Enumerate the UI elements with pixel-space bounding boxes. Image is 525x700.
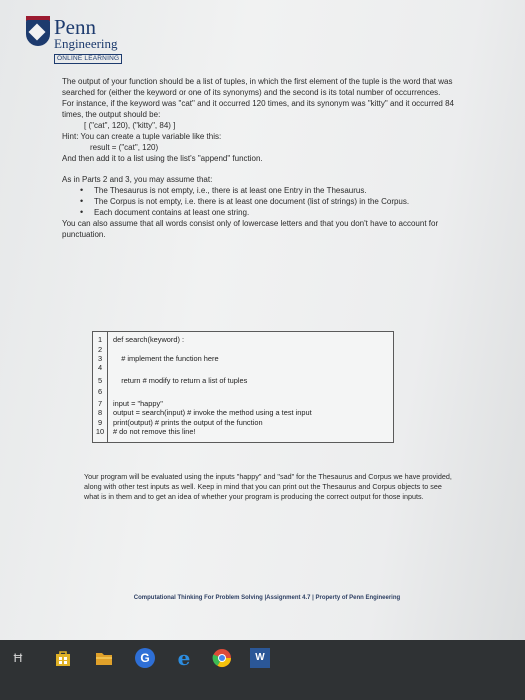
- chrome-icon[interactable]: [212, 648, 232, 668]
- chrome-icon-graphic: [212, 648, 232, 668]
- code-block: [92, 331, 394, 443]
- logo-tag: ONLINE LEARNING: [54, 54, 122, 64]
- line-number: 10: [95, 427, 105, 436]
- hint-code: result = ("cat", 120): [90, 143, 159, 152]
- list-item: • The Thesaurus is not empty, i.e., there is at least one Entry in the Thesaurus.: [94, 185, 462, 196]
- list-item: • The Corpus is not empty, i.e. there is at least one document (list of strings) in the Corpus.: [94, 196, 462, 207]
- edge-icon[interactable]: e: [177, 646, 191, 670]
- shield-icon: [26, 20, 50, 46]
- line-number: 5: [97, 376, 103, 385]
- logo-subtitle: Engineering: [54, 36, 118, 51]
- taskbar: [0, 640, 525, 700]
- task-view-icon[interactable]: Ħ: [13, 651, 23, 665]
- paragraph-output: The output of your function should be a list of tuples, in which the first element of the tuple is the word that was searched for (either the keyword or one of its synonyms) and the second is its total number of occurrences.: [62, 77, 453, 97]
- app-icon[interactable]: G: [135, 648, 155, 668]
- folder-icon: [94, 648, 114, 668]
- hint-text: Hint: You can create a tuple variable like this:: [62, 132, 222, 141]
- assignment-text: [62, 76, 462, 240]
- list-item: • Each document contains at least one string.: [94, 207, 462, 218]
- example-text: For instance, if the keyword was "cat" and it occurred 120 times, and its synonym was "kitty" and it occurred 84 times, the output should be:: [62, 99, 454, 119]
- line-number: 6: [97, 387, 103, 396]
- code-line: # implement the function here: [113, 354, 219, 363]
- line-number: 4: [97, 363, 103, 372]
- code-line: print(output) # prints the output of the function: [113, 418, 263, 427]
- logo-name: Penn: [54, 15, 96, 39]
- line-number: 3: [97, 354, 103, 363]
- line-number: 9: [97, 418, 103, 427]
- store-icon-graphic: [53, 648, 73, 668]
- document-footer: Computational Thinking For Problem Solving |Assignment 4.7 | Property of Penn Engineering: [133, 595, 401, 601]
- code-line: return # modify to return a list of tuples: [113, 376, 248, 385]
- assumptions-list: [62, 185, 462, 218]
- file-explorer-icon[interactable]: [94, 648, 114, 668]
- paragraph-example: [62, 98, 462, 164]
- word-icon[interactable]: W: [250, 648, 270, 668]
- code-line: input = "happy": [113, 399, 163, 408]
- line-number: 1: [97, 335, 103, 344]
- line-number: 8: [97, 408, 103, 417]
- line-number: 2: [97, 345, 103, 354]
- example-output: [ ("cat", 120), ("kitty", 84) ]: [84, 121, 176, 130]
- penn-engineering-logo: [26, 14, 136, 66]
- code-line: output = search(input) # invoke the method using a test input: [113, 408, 312, 417]
- store-icon[interactable]: [53, 648, 73, 668]
- lowercase-note: You can also assume that all words consist only of lowercase letters and that you don't have to account for punctuation.: [62, 219, 439, 239]
- line-number: 7: [97, 399, 103, 408]
- code-line: # do not remove this line!: [113, 427, 196, 436]
- assumptions-intro: As in Parts 2 and 3, you may assume that:: [62, 175, 213, 184]
- evaluation-note: Your program will be evaluated using the inputs "happy" and "sad" for the Thesaurus and Corpus we have provided, along with other test inputs as well. Keep in mind that you can print out the Thesaurus and Corpus objects to see what is in them and to get an idea of whether your program is producing the correct output for those inputs.: [84, 472, 452, 502]
- code-line: def search(keyword) :: [113, 335, 185, 344]
- append-text: And then add it to a list using the list's "append" function.: [62, 154, 263, 163]
